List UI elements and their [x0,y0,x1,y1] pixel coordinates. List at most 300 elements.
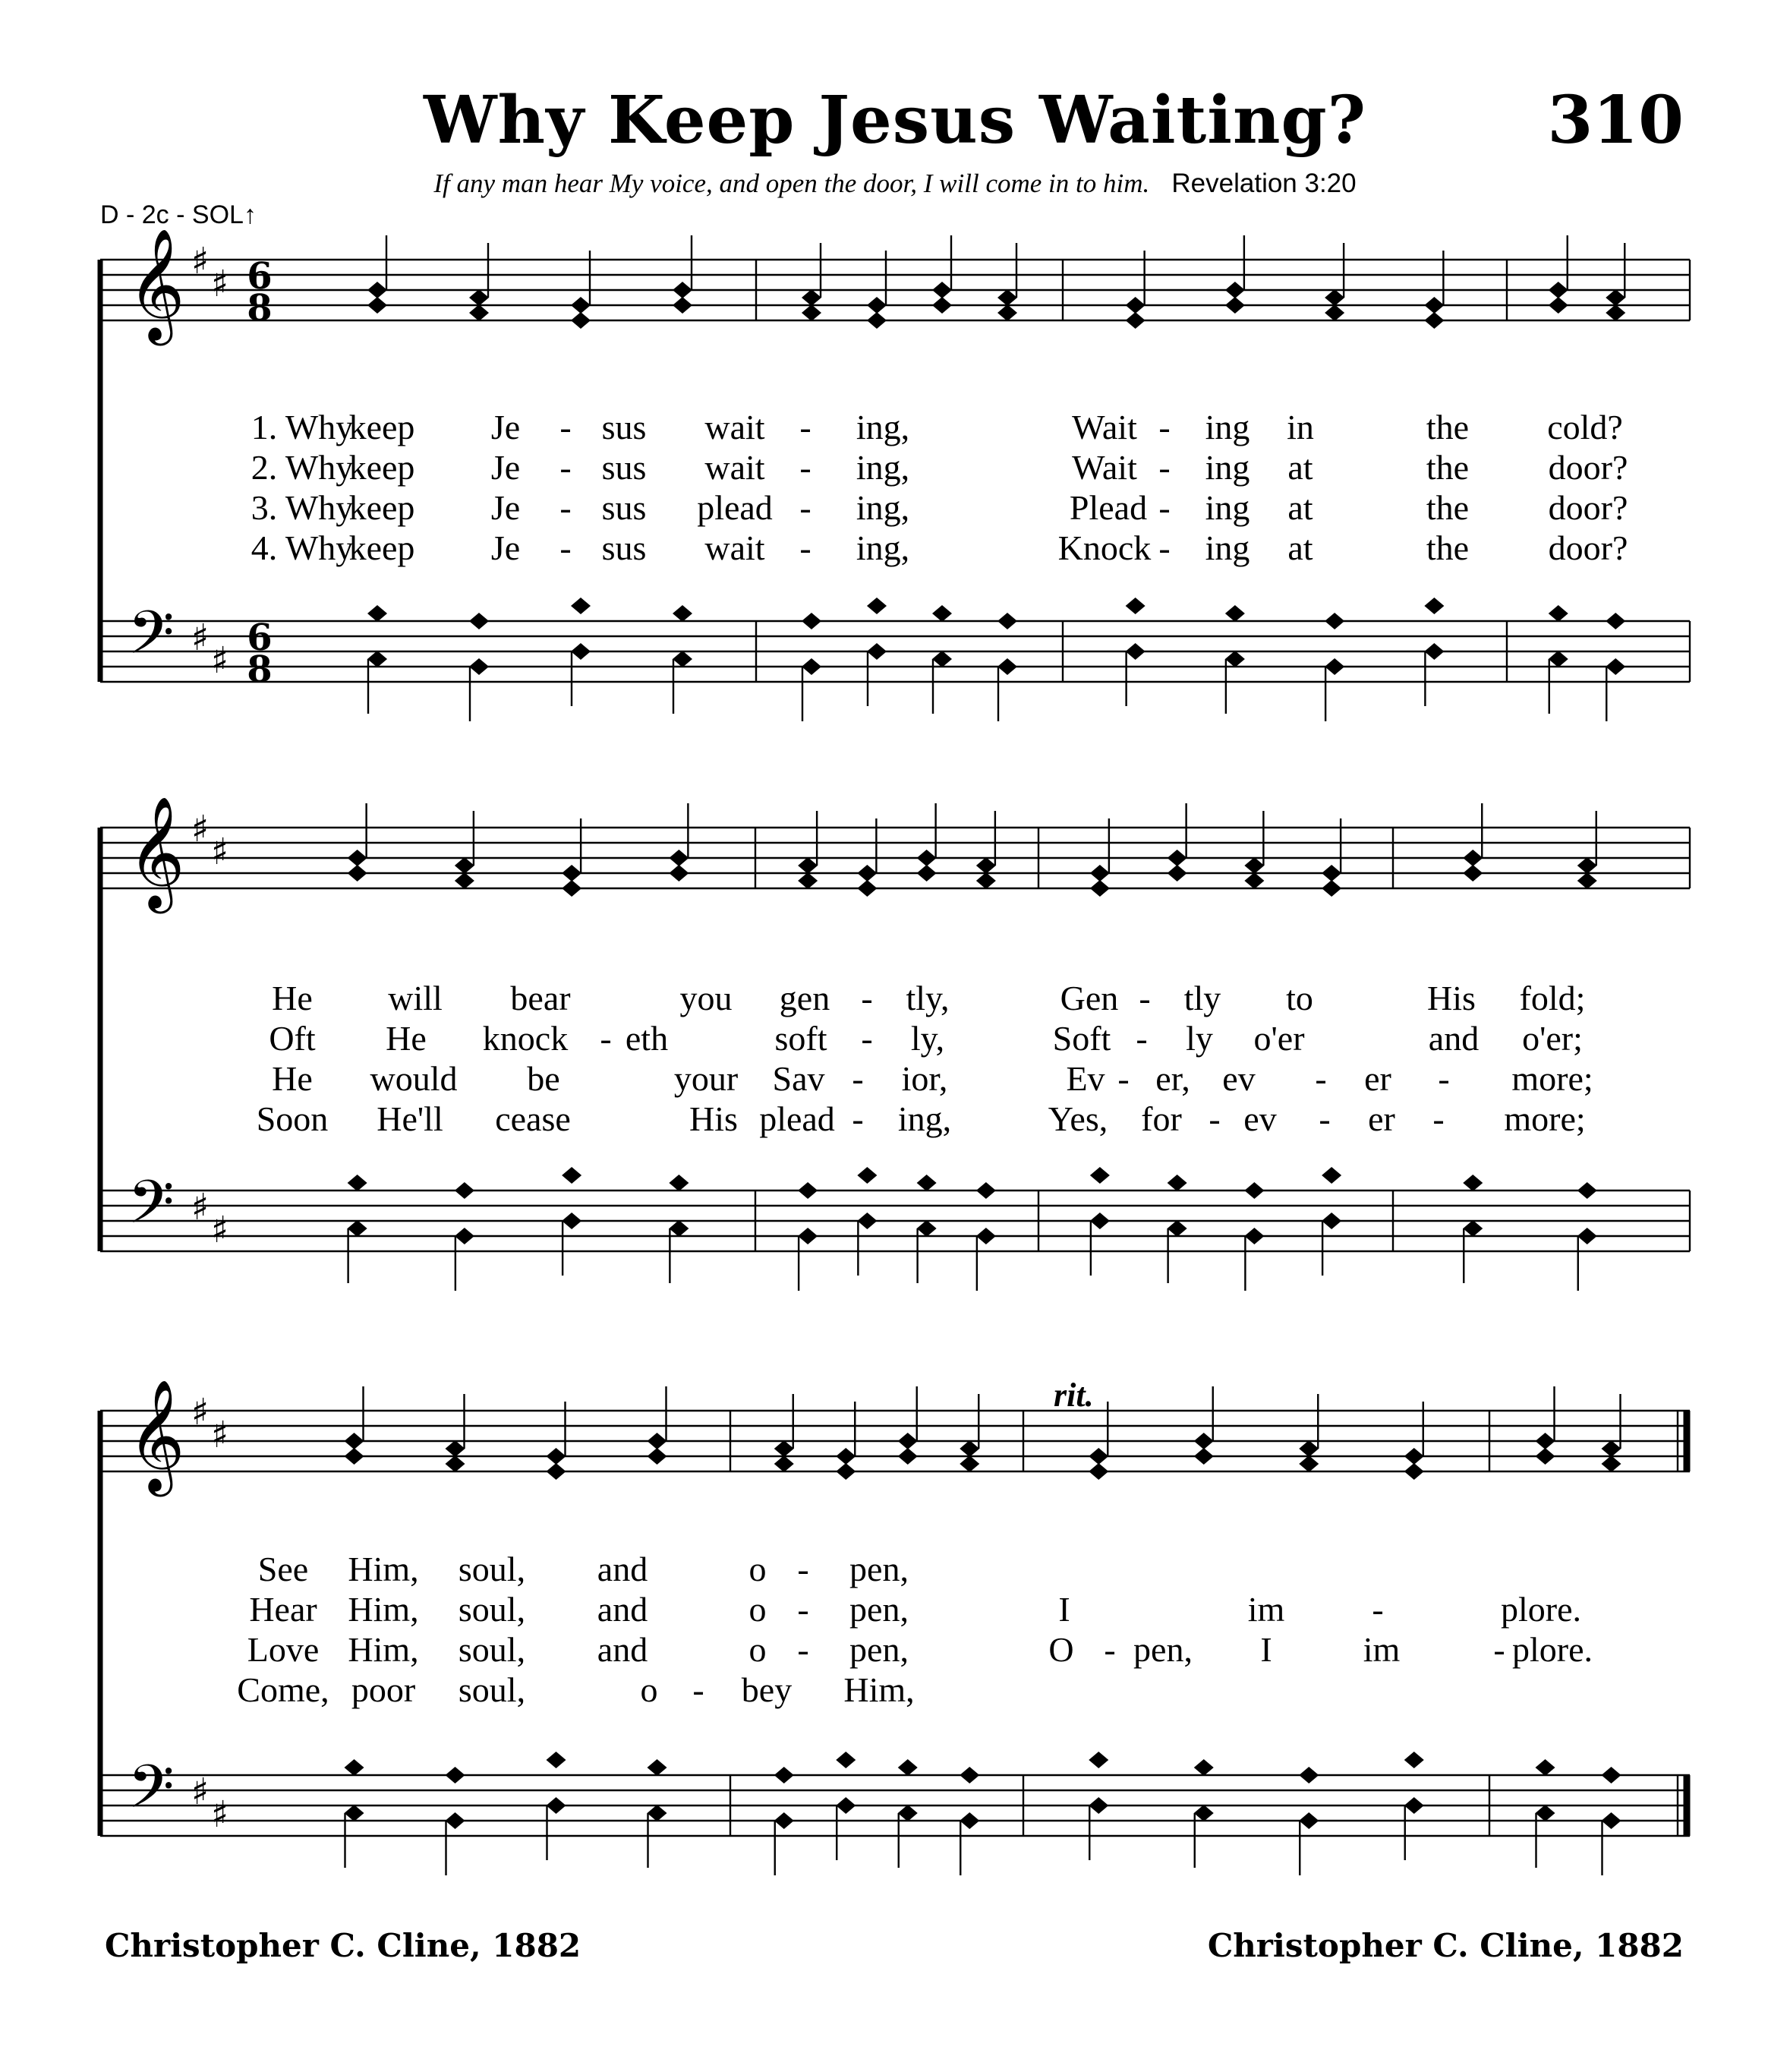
lyric-syllable: - [1158,528,1171,567]
bass-notehead [774,1812,794,1829]
system-2 [100,796,1690,1291]
treble-notehead [455,872,474,889]
footer-author-left: Christopher C. Cline, 1882 [105,1927,581,1964]
treble-notehead [348,850,367,866]
treble-notehead [562,880,581,897]
treble-notehead [1325,304,1344,321]
lyric-syllable: you [679,979,733,1017]
bass-notehead [1126,643,1146,660]
bass-notehead [469,613,489,629]
lyric-syllable: - [1158,448,1171,487]
bass-notehead [867,598,887,614]
lyric-syllable: - [559,408,572,446]
lyric-syllable: - [1117,1059,1130,1098]
treble-notehead [1126,297,1146,314]
lyric-syllable: - [1158,408,1171,446]
bass-notehead [669,1220,689,1237]
bass-notehead [1606,658,1625,675]
lyric-syllable: - [1372,1590,1384,1629]
tune-code: D - 2c - SOL↑ [100,200,257,229]
treble-notehead [673,282,692,298]
bass-notehead [562,1167,581,1184]
bass-notehead [857,1167,877,1184]
treble-notehead [898,1433,918,1449]
treble-notehead [1463,865,1483,881]
lyric-syllable: and [597,1630,648,1669]
lyric-syllable: ly, [910,1019,945,1058]
lyric-syllable: See [257,1550,309,1588]
treble-notehead [1168,865,1187,881]
treble-notehead [917,865,937,881]
lyric-syllable: - [692,1670,704,1709]
bass-notehead [571,643,591,660]
bass-notehead [857,1213,877,1229]
lyric-syllable: keep [348,528,415,567]
bass-notehead [798,1228,818,1244]
bass-notehead [648,1759,667,1776]
treble-notehead [1090,880,1110,897]
footer-author-right: Christopher C. Cline, 1882 [1207,1927,1684,1964]
lyric-syllable: im [1247,1590,1285,1629]
bass-notehead [1244,1182,1264,1199]
lyric-syllable: bey [741,1670,793,1709]
bass-notehead [571,598,591,614]
lyric-syllable: - [600,1019,612,1058]
sharp-icon: ♯ [211,1209,229,1251]
lyric-syllable: Je [490,528,521,567]
lyric-syllable: Plead [1069,488,1148,527]
bass-notehead [547,1752,566,1768]
bass-notehead [1089,1797,1108,1814]
bass-notehead [1602,1767,1621,1783]
lyric-syllable: and [597,1550,648,1588]
treble-notehead [469,289,489,306]
lyric-syllable: the [1426,448,1470,487]
treble-notehead [669,850,689,866]
bass-notehead [1225,605,1245,622]
lyric-syllable: plore. [1500,1590,1582,1629]
lyric-syllable: - [1139,979,1151,1017]
lyric-syllable: - [1136,1019,1148,1058]
lyric-syllable: knock [482,1019,569,1058]
score-systems [100,228,1690,1875]
lyric-syllable: - [559,488,572,527]
lyric-syllable: wait [704,528,765,567]
bass-notehead [997,658,1017,675]
lyric-syllable: - [861,979,873,1017]
time-signature-denominator: 8 [247,287,273,330]
treble-notehead [1244,857,1264,874]
time-signature-numerator: 6 [247,617,273,659]
treble-notehead [345,1448,364,1465]
lyric-syllable: Wait [1072,448,1137,487]
treble-notehead [1606,289,1625,306]
lyric-syllable: ing [1205,448,1250,487]
lyric-syllable: cold? [1547,408,1623,446]
treble-notehead [976,857,996,874]
lyric-syllable: Je [490,408,521,446]
treble-notehead [857,865,877,881]
treble-notehead [367,297,387,314]
treble-notehead [836,1448,856,1465]
treble-notehead [648,1433,667,1449]
lyric-syllable: ing [1205,408,1250,446]
lyric-syllable: the [1426,528,1470,567]
bass-notehead [1225,651,1245,667]
sharp-icon: ♯ [191,240,210,282]
sharp-icon: ♯ [211,263,229,305]
lyric-syllable: er, [1155,1059,1190,1098]
treble-notehead [571,297,591,314]
lyric-syllable: Je [490,488,521,527]
treble-notehead [648,1448,667,1465]
treble-notehead [802,289,821,306]
bass-notehead [1325,613,1344,629]
lyric-syllable: Oft [269,1019,316,1058]
treble-notehead [1244,872,1264,889]
bass-notehead [1602,1812,1621,1829]
bass-notehead [1424,643,1444,660]
treble-notehead [917,850,937,866]
lyric-syllable: He'll [377,1099,443,1138]
lyric-syllable: tly, [906,979,950,1017]
sharp-icon: ♯ [211,1793,229,1836]
lyric-syllable: to [1286,979,1313,1017]
lyric-syllable: im [1363,1630,1401,1669]
bass-notehead [345,1759,364,1776]
lyric-syllable: - [1438,1059,1450,1098]
treble-notehead [547,1448,566,1465]
lyric-syllable: - [1432,1099,1445,1138]
bass-notehead [547,1797,566,1814]
treble-notehead [867,297,887,314]
bass-notehead [1090,1167,1110,1184]
bass-notehead [997,613,1017,629]
bass-notehead [1463,1175,1483,1191]
lyric-syllable: keep [348,488,415,527]
treble-notehead [1168,850,1187,866]
lyric-syllable: for [1141,1099,1182,1138]
treble-notehead [1225,282,1245,298]
lyric-syllable: - [799,408,811,446]
lyric-syllable: ing, [856,528,910,567]
treble-notehead [669,865,689,881]
treble-notehead [571,312,591,329]
bass-notehead [898,1759,918,1776]
treble-notehead [562,865,581,881]
lyric-syllable: keep [348,448,415,487]
bass-notehead [1577,1182,1597,1199]
tempo-marking: rit. [1054,1377,1094,1414]
treble-notehead [798,857,818,874]
treble-clef-icon: 𝄞 [128,1379,185,1492]
lyric-syllable: poor [351,1670,416,1709]
bass-notehead [446,1812,465,1829]
lyric-syllable: plead [697,488,773,527]
lyric-syllable: more; [1511,1059,1593,1098]
lyric-syllable: at [1287,528,1313,567]
bass-notehead [469,658,489,675]
bass-notehead [1463,1220,1483,1237]
lyric-syllable: Sav [772,1059,825,1098]
lyric-syllable: o [748,1590,767,1629]
lyric-syllable: ing, [856,488,910,527]
bass-notehead [802,658,821,675]
lyric-syllable: Knock [1057,528,1152,567]
lyric-syllable: door? [1548,528,1628,567]
sharp-icon: ♯ [211,831,229,873]
lyric-syllable: pen, [849,1630,909,1669]
lyric-syllable: Come, [237,1670,329,1709]
lyric-syllable: be [527,1059,560,1098]
bass-notehead [1606,613,1625,629]
bass-notehead [455,1228,474,1244]
lyric-syllable: pen, [849,1590,909,1629]
lyric-syllable: I [1260,1630,1272,1669]
treble-notehead [469,304,489,321]
lyric-syllable: Him, [843,1670,915,1709]
treble-notehead [455,857,474,874]
lyric-syllable: sus [601,488,647,527]
lyric-syllable: - [1209,1099,1221,1138]
bass-notehead [446,1767,465,1783]
lyric-syllable: door? [1548,488,1628,527]
lyric-syllable: sus [601,448,647,487]
lyric-syllable: 3. Why [251,488,354,527]
treble-notehead [1606,304,1625,321]
treble-notehead [774,1440,794,1457]
sharp-icon: ♯ [191,1186,210,1228]
treble-notehead [1424,312,1444,329]
treble-notehead [348,865,367,881]
lyric-syllable: cease [495,1099,571,1138]
treble-notehead [1225,297,1245,314]
bass-clef-icon: 𝄢 [128,1167,175,1252]
lyric-syllable: plore. [1511,1630,1593,1669]
lyric-syllable: wait [704,408,765,446]
treble-notehead [367,282,387,298]
lyric-syllable: - [797,1550,809,1588]
bass-notehead [673,651,692,667]
lyric-syllable: - [799,488,811,527]
lyric-syllable: He [272,1059,313,1098]
treble-notehead [798,872,818,889]
lyric-syllable: tly [1183,979,1221,1017]
bass-notehead [1325,658,1344,675]
bass-notehead [1424,598,1444,614]
treble-notehead [932,282,952,298]
time-signature-numerator: 6 [247,255,273,298]
bass-notehead [1168,1220,1187,1237]
system-1 [100,228,1690,721]
treble-notehead [976,872,996,889]
lyric-syllable: soul, [458,1630,526,1669]
lyric-syllable: Love [247,1630,320,1669]
treble-notehead [1299,1440,1319,1457]
lyric-syllable: Him, [348,1630,419,1669]
bass-notehead [802,613,821,629]
lyric-syllable: - [861,1019,873,1058]
lyric-syllable: o'er [1253,1019,1305,1058]
lyric-syllable: ev [1222,1059,1256,1098]
lyric-syllable: ing [1205,528,1250,567]
lyric-syllable: Gen [1060,979,1119,1017]
lyric-syllable: - [852,1059,864,1098]
treble-notehead [345,1433,364,1449]
lyric-syllable: ior, [901,1059,948,1098]
lyric-syllable: 2. Why [251,448,354,487]
hymn-number: 310 [1547,82,1684,159]
lyric-syllable: His [1427,979,1476,1017]
lyric-syllable: pen, [1133,1630,1193,1669]
bass-notehead [1322,1167,1341,1184]
lyric-syllable: Him, [348,1590,419,1629]
lyric-syllable: plead [759,1099,835,1138]
bass-notehead [1244,1228,1264,1244]
bass-notehead [1536,1759,1555,1776]
treble-notehead [836,1463,856,1480]
lyric-syllable: ing, [856,448,910,487]
treble-clef-icon: 𝄞 [128,228,185,341]
bass-notehead [1404,1752,1424,1768]
lyric-syllable: at [1287,448,1313,487]
lyric-syllable: the [1426,408,1470,446]
treble-notehead [1536,1433,1555,1449]
treble-notehead [1126,312,1146,329]
bass-notehead [932,651,952,667]
lyric-syllable: 4. Why [251,528,354,567]
bass-notehead [1126,598,1146,614]
lyric-syllable: keep [348,408,415,446]
lyric-syllable: in [1287,408,1314,446]
treble-notehead [1089,1448,1108,1465]
treble-notehead [1577,872,1597,889]
treble-notehead [898,1448,918,1465]
lyric-syllable: - [559,528,572,567]
bass-notehead [1168,1175,1187,1191]
treble-notehead [960,1440,979,1457]
bass-notehead [673,605,692,622]
treble-notehead [1404,1448,1424,1465]
lyric-syllable: the [1426,488,1470,527]
bass-notehead [960,1812,979,1829]
lyric-syllable: - [799,448,811,487]
lyric-syllable: o [640,1670,658,1709]
sharp-icon: ♯ [191,1771,210,1813]
bass-notehead [1549,651,1568,667]
bass-notehead [348,1220,367,1237]
treble-notehead [802,304,821,321]
bass-notehead [1194,1759,1214,1776]
bass-notehead [836,1752,856,1768]
lyric-syllable: er [1364,1059,1391,1098]
lyric-syllable: Hear [249,1590,317,1629]
lyric-syllable: pen, [849,1550,909,1588]
lyric-syllable: sus [601,528,647,567]
treble-notehead [1602,1440,1621,1457]
lyric-syllable: soft [774,1019,827,1058]
treble-notehead [1577,857,1597,874]
lyric-syllable: ly [1186,1019,1213,1058]
treble-notehead [1325,289,1344,306]
bass-notehead [932,605,952,622]
time-signature-denominator: 8 [247,648,273,691]
treble-notehead [1404,1463,1424,1480]
bass-notehead [774,1767,794,1783]
lyric-syllable: He [272,979,313,1017]
bass-notehead [1090,1213,1110,1229]
lyric-syllable: ev [1243,1099,1277,1138]
treble-notehead [774,1455,794,1472]
treble-notehead [1424,297,1444,314]
treble-notehead [547,1463,566,1480]
treble-notehead [1549,297,1568,314]
lyric-syllable: o [748,1630,767,1669]
sharp-icon: ♯ [191,1391,210,1433]
treble-notehead [1089,1463,1108,1480]
lyric-syllable: - [1315,1059,1327,1098]
sharp-icon: ♯ [211,639,229,682]
treble-notehead [446,1455,465,1472]
lyric-syllable: O [1048,1630,1074,1669]
lyric-syllable: - [797,1630,809,1669]
bass-notehead [1549,605,1568,622]
bass-notehead [562,1213,581,1229]
treble-notehead [673,297,692,314]
treble-notehead [1299,1455,1319,1472]
bass-notehead [798,1182,818,1199]
bass-notehead [1089,1752,1108,1768]
lyric-syllable: er [1368,1099,1395,1138]
lyric-syllable: o'er; [1522,1019,1583,1058]
lyric-syllable: ing, [897,1099,952,1138]
treble-notehead [1602,1455,1621,1472]
lyric-syllable: and [597,1590,648,1629]
scripture-text: If any man hear My voice, and open the door, I will come in to him. [433,169,1150,198]
lyric-syllable: soul, [458,1550,526,1588]
lyric-syllable: your [673,1059,739,1098]
sharp-icon: ♯ [191,617,210,659]
bass-notehead [917,1175,937,1191]
bass-notehead [1299,1812,1319,1829]
lyric-syllable: sus [601,408,647,446]
bass-notehead [1404,1797,1424,1814]
lyric-syllable: ing [1205,488,1250,527]
lyric-syllable: ing, [856,408,910,446]
lyric-syllable: 1. Why [251,408,354,446]
lyric-syllable: soul, [458,1670,526,1709]
bass-notehead [367,651,387,667]
lyric-syllable: - [1493,1630,1505,1669]
lyric-syllable: - [1104,1630,1116,1669]
lyric-syllable: He [386,1019,427,1058]
treble-notehead [1194,1448,1214,1465]
bass-notehead [1194,1805,1214,1821]
treble-notehead [867,312,887,329]
lyric-syllable: more; [1504,1099,1586,1138]
lyric-syllable: and [1428,1019,1480,1058]
bass-notehead [867,643,887,660]
lyric-syllable: would [370,1059,458,1098]
lyric-syllable: Je [490,448,521,487]
bass-clef-icon: 𝄢 [128,1752,175,1837]
lyric-syllable: Ev [1066,1059,1105,1098]
bass-notehead [455,1182,474,1199]
treble-notehead [960,1455,979,1472]
bass-notehead [917,1220,937,1237]
lyric-syllable: bear [510,979,571,1017]
lyric-syllable: - [1319,1099,1331,1138]
